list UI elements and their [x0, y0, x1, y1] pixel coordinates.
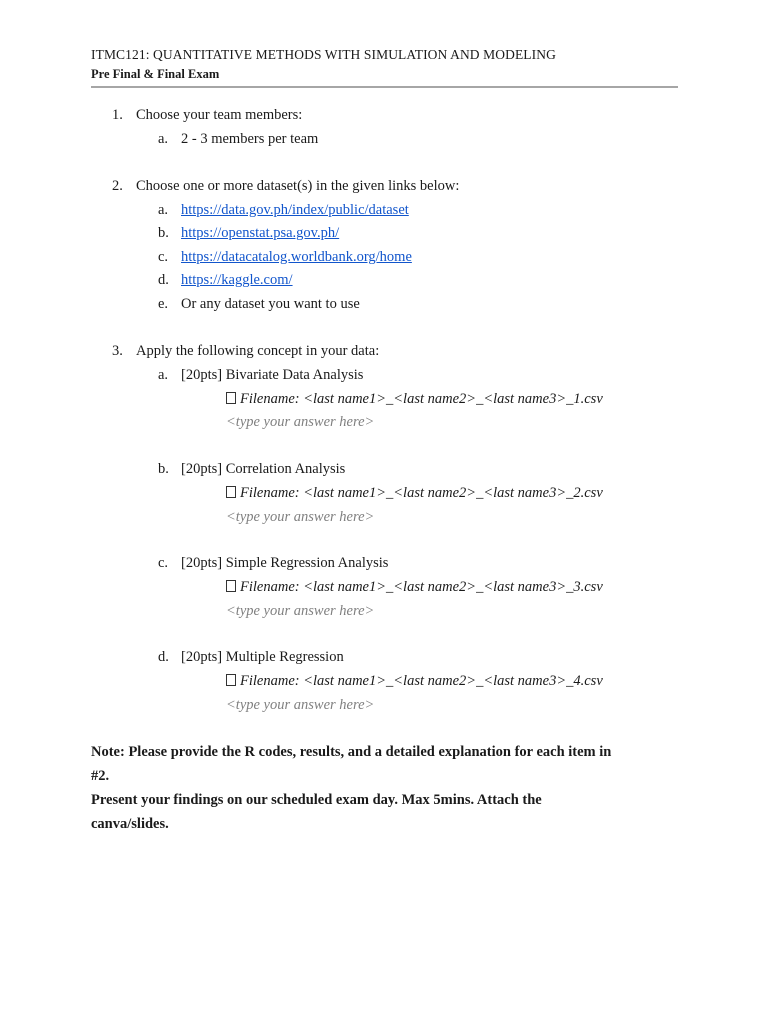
- dataset-link-kaggle[interactable]: https://kaggle.com/: [181, 272, 293, 288]
- filename-text: Filename: <last name1>_<last name2>_<last name3>_1.csv: [240, 391, 603, 407]
- item-text: Choose one or more dataset(s) in the given links below:: [136, 178, 460, 194]
- item-number: 3.: [112, 343, 123, 359]
- sub-item-letter: c.: [158, 555, 169, 571]
- sub-item-letter: a.: [158, 367, 169, 383]
- sub-item-text: 2 - 3 members per team: [181, 131, 319, 147]
- note-line-2: #2.: [91, 768, 110, 784]
- sub-item-letter: c.: [158, 249, 169, 265]
- sub-item-letter: b.: [158, 461, 169, 477]
- sub-item-letter: b.: [158, 225, 169, 241]
- course-title: ITMC121: QUANTITATIVE METHODS WITH SIMULATION AND MODELING: [91, 47, 556, 62]
- sub-item-text: [20pts] Correlation Analysis: [181, 461, 346, 477]
- note-block: [91, 740, 681, 836]
- sub-item-letter: a.: [158, 202, 169, 218]
- sub-item-letter: e.: [158, 296, 169, 312]
- answer-text: <type your answer here>: [226, 697, 375, 713]
- item-number: 2.: [112, 178, 123, 194]
- sub-item-text: [20pts] Bivariate Data Analysis: [181, 367, 364, 383]
- sub-item-letter: d.: [158, 272, 169, 288]
- sub-item-letter: d.: [158, 649, 169, 665]
- item-number: 1.: [112, 107, 123, 123]
- sub-item-text: [20pts] Simple Regression Analysis: [181, 555, 389, 571]
- placeholder-glyph-icon: [226, 486, 236, 498]
- exam-title: Pre Final & Final Exam: [91, 67, 220, 81]
- sub-item-text: Or any dataset you want to use: [181, 296, 360, 312]
- filename-text: Filename: <last name1>_<last name2>_<last name3>_4.csv: [240, 673, 603, 689]
- dataset-link-data-gov-ph[interactable]: https://data.gov.ph/index/public/dataset: [181, 202, 409, 218]
- header-divider: [91, 86, 678, 88]
- item-text: Apply the following concept in your data:: [136, 343, 380, 359]
- filename-text: Filename: <last name1>_<last name2>_<last name3>_2.csv: [240, 485, 603, 501]
- dataset-link-openstat-psa[interactable]: https://openstat.psa.gov.ph/: [181, 225, 340, 241]
- sub-item-text: [20pts] Multiple Regression: [181, 649, 344, 665]
- filename-text: Filename: <last name1>_<last name2>_<last name3>_3.csv: [240, 579, 603, 595]
- placeholder-glyph-icon: [226, 580, 236, 592]
- placeholder-glyph-icon: [226, 392, 236, 404]
- note-line-1: Note: Please provide the R codes, results, and a detailed explanation for each item in: [91, 744, 612, 760]
- answer-text: <type your answer here>: [226, 414, 375, 430]
- item-text: Choose your team members:: [136, 107, 303, 123]
- dataset-link-worldbank[interactable]: https://datacatalog.worldbank.org/home: [181, 249, 412, 265]
- note-line-3: Present your findings on our scheduled exam day. Max 5mins. Attach the: [91, 792, 542, 808]
- answer-text: <type your answer here>: [226, 509, 375, 525]
- note-line-4: canva/slides.: [91, 816, 169, 832]
- placeholder-glyph-icon: [226, 674, 236, 686]
- answer-text: <type your answer here>: [226, 603, 375, 619]
- page-header: [91, 46, 678, 83]
- sub-item-letter: a.: [158, 131, 169, 147]
